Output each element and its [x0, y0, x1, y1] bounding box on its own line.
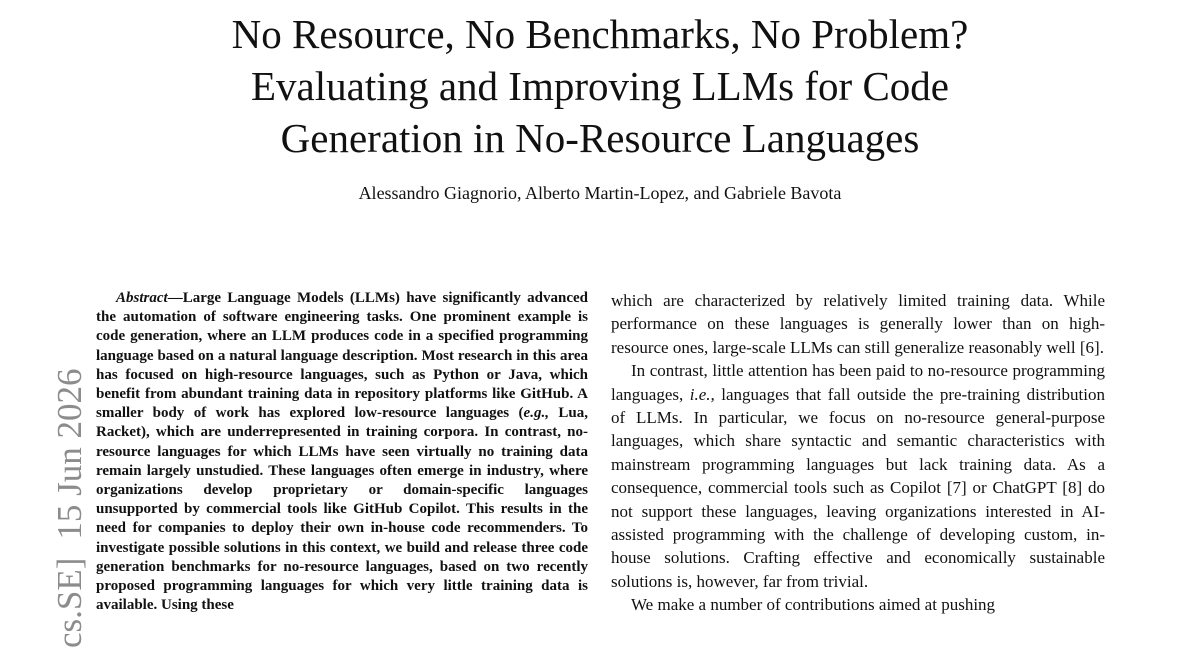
paragraph-2-text-2: languages that fall outside the pre-training distribution of LLMs. In particular, we focus on no-resource general-purpose languages, which share syntactic and semantic characteristics with mainstream programming languages but lack training data. As a consequence, commercial tools such as Copilot [7] or ChatGPT [8] do not support these languages, leaving organizations interested in AI-assisted programming with the challenge of developing custom, in-house solutions. Crafting effective and economically sustainable solutions is, however, far from trivial.	[611, 384, 1105, 591]
abstract-text-1: Large Language Models (LLMs) have significantly advanced the automation of software engineering tasks. One prominent example is code generation, where an LLM produces code in a specified programming language based on a natural language description. Most research in this area has focused on high-resource languages, such as Python or Java, which benefit from abundant training data in repository platforms like GitHub. A smaller body of work has explored low-resource languages (	[96, 290, 588, 422]
abstract-text-2: Lua, Racket), which are underrepresented in training corpora. In contrast, no-resource languages for which LLMs have seen virtually no training data remain largely unstudied. These languages often emerge in industry, where organizations develop proprietary or domain-specific languages unsupported by commercial tools like GitHub Copilot. This results in the need for companies to deploy their own in-house code recommenders. To investigate possible solutions in this context, we build and release three code generation benchmarks for no-resource languages, based on two recently proposed programming languages for which very little training data is available. Using these	[96, 405, 588, 614]
arxiv-side-stamp	[52, 368, 87, 648]
title-line-1: No Resource, No Benchmarks, No Problem?	[231, 11, 969, 57]
abstract	[96, 289, 588, 615]
right-column	[611, 289, 1105, 648]
abstract-dash: —	[167, 290, 183, 306]
paragraph-2-ie: i.e.,	[689, 384, 715, 404]
body-paragraph-3: We make a number of contributions aimed at pushing	[631, 595, 996, 615]
title-line-3: Generation in No-Resource Languages	[280, 115, 920, 161]
author-list: Alessandro Giagnorio, Alberto Martin-Lopez, and Gabriele Bavota	[358, 183, 842, 203]
arxiv-date: 15 Jun 2026	[50, 368, 89, 540]
paper-title	[0, 8, 1200, 164]
body-paragraph-2	[611, 359, 1105, 593]
paragraph-2-text-1: In contrast, little attention has been paid to no-resource programming languages,	[611, 361, 1105, 404]
body-paragraph-1: which are characterized by relatively limited training data. While performance on these languages is generally lower than on high-resource ones, large-scale LLMs can still generalize reasonably well [6].	[611, 291, 1105, 357]
arxiv-category: cs.SE]	[50, 557, 89, 648]
title-line-2: Evaluating and Improving LLMs for Code	[250, 63, 949, 109]
abstract-eg: e.g.,	[523, 405, 549, 422]
left-column	[96, 289, 588, 648]
abstract-label: Abstract	[116, 290, 168, 306]
